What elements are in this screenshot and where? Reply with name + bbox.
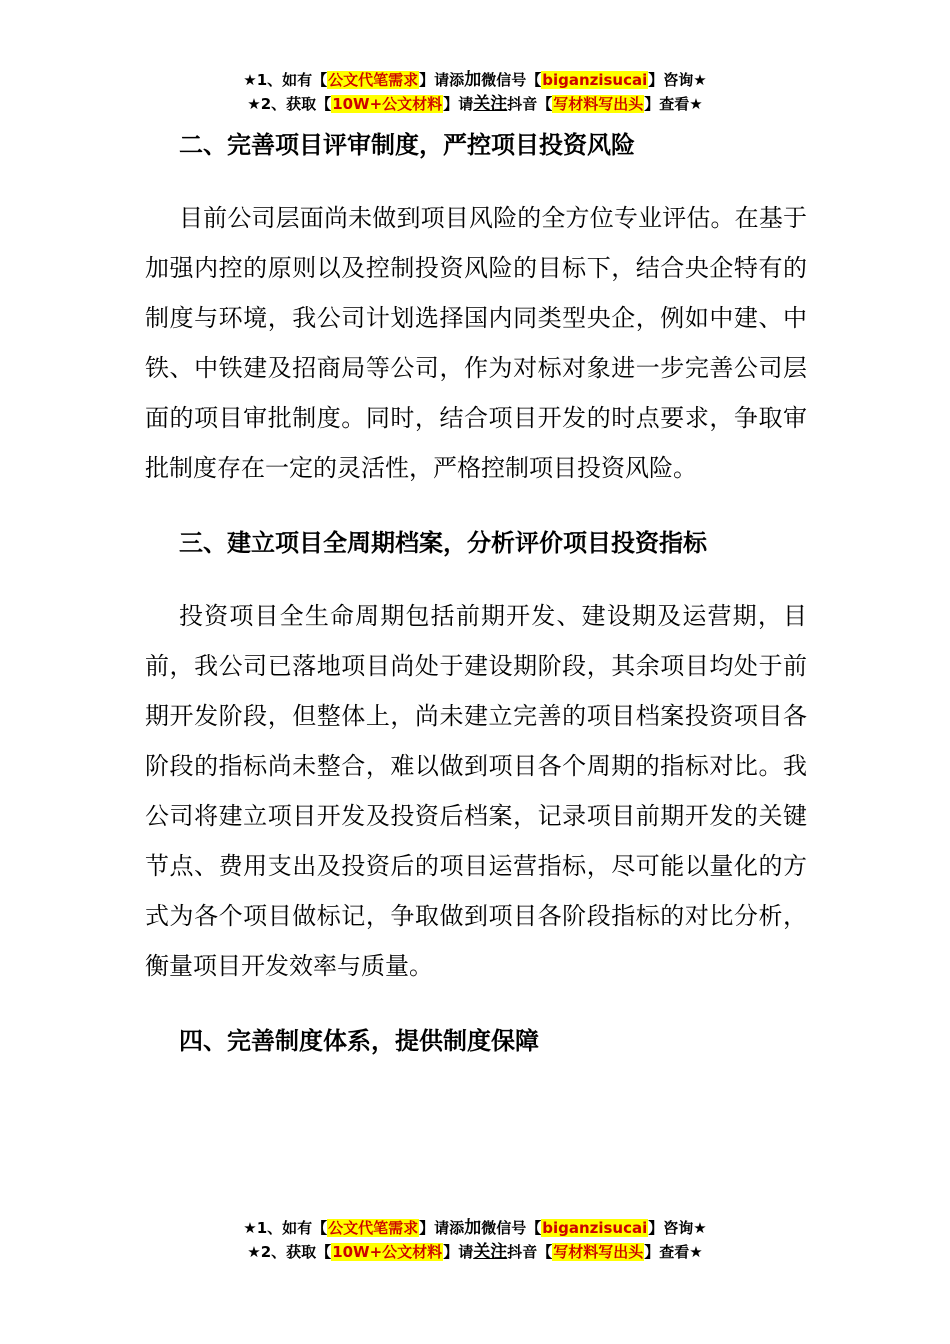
banner-line-1-mid: 】请添 — [419, 71, 465, 89]
document-body — [145, 120, 807, 1066]
footer-line-2-underline-word: 关注 — [473, 1242, 508, 1262]
banner-highlight-service: 公文代笔需求 — [328, 71, 419, 89]
banner-highlight-douyin: 写材料写出头 — [553, 95, 644, 113]
banner-line-2-underline-word: 关注 — [473, 94, 508, 114]
banner-line-1-bold-word: 加 — [464, 70, 482, 90]
header-banner — [0, 68, 950, 116]
footer-line-1-suffix: 】咨询★ — [648, 1219, 707, 1237]
footer-banner — [0, 1216, 950, 1264]
section-heading-2: 二、完善项目评审制度，严控项目投资风险 — [179, 131, 635, 159]
banner-line-1-prefix: ★1、如有【 — [243, 71, 328, 89]
footer-line-1-bold-word: 加 — [464, 1218, 482, 1238]
footer-line-2-suffix: 】查看★ — [644, 1243, 703, 1261]
footer-line-2-mid2: 抖音【 — [507, 1243, 553, 1261]
section-paragraph-2: 目前公司层面尚未做到项目风险的全方位专业评估。在基于加强内控的原则以及控制投资风险的目标下，结合央企特有的制度与环境，我公司计划选择国内同类型央企，例如中建、中铁、中铁建及招商局等公司，作为对标对象进一步完善公司层面的项目审批制度。同时，结合项目开发的时点要求，争取审批制度存在一定的灵活性，严格控制项目投资风险。 — [145, 204, 807, 482]
banner-line-2-mid2: 抖音【 — [507, 95, 553, 113]
footer-highlight-douyin: 写材料写出头 — [553, 1243, 644, 1261]
banner-highlight-materials: 10W+公文材料 — [332, 95, 443, 113]
banner-line-1 — [0, 68, 950, 92]
footer-banner-line-2 — [0, 1240, 950, 1264]
footer-line-2-prefix: ★2、获取【 — [247, 1243, 332, 1261]
footer-line-1-prefix: ★1、如有【 — [243, 1219, 328, 1237]
section-paragraph-3: 投资项目全生命周期包括前期开发、建设期及运营期，目前，我公司已落地项目尚处于建设期阶段，其余项目均处于前期开发阶段，但整体上，尚未建立完善的项目档案投资项目各阶段的指标尚未整合，难以做到项目各个周期的指标对比。我公司将建立项目开发及投资后档案，记录项目前期开发的关键节点、费用支出及投资后的项目运营指标，尽可能以量化的方式为各个项目做标记，争取做到项目各阶段指标的对比分析，衡量项目开发效率与质量。 — [145, 602, 807, 980]
footer-line-2-mid: 】请 — [443, 1243, 474, 1261]
footer-line-1-mid2: 微信号【 — [481, 1219, 542, 1237]
banner-line-2-mid: 】请 — [443, 95, 474, 113]
banner-line-2-prefix: ★2、获取【 — [247, 95, 332, 113]
banner-highlight-wechat-id: biganzisucai — [542, 71, 648, 89]
banner-line-1-mid2: 微信号【 — [481, 71, 542, 89]
banner-line-1-suffix: 】咨询★ — [648, 71, 707, 89]
footer-line-1-mid: 】请添 — [419, 1219, 465, 1237]
section-heading-4: 四、完善制度体系，提供制度保障 — [179, 1027, 539, 1055]
banner-line-2 — [0, 92, 950, 116]
footer-highlight-wechat-id: biganzisucai — [542, 1219, 648, 1237]
footer-banner-line-1 — [0, 1216, 950, 1240]
banner-line-2-suffix: 】查看★ — [644, 95, 703, 113]
footer-highlight-service: 公文代笔需求 — [328, 1219, 419, 1237]
section-heading-3: 三、建立项目全周期档案，分析评价项目投资指标 — [179, 529, 707, 557]
footer-highlight-materials: 10W+公文材料 — [332, 1243, 443, 1261]
